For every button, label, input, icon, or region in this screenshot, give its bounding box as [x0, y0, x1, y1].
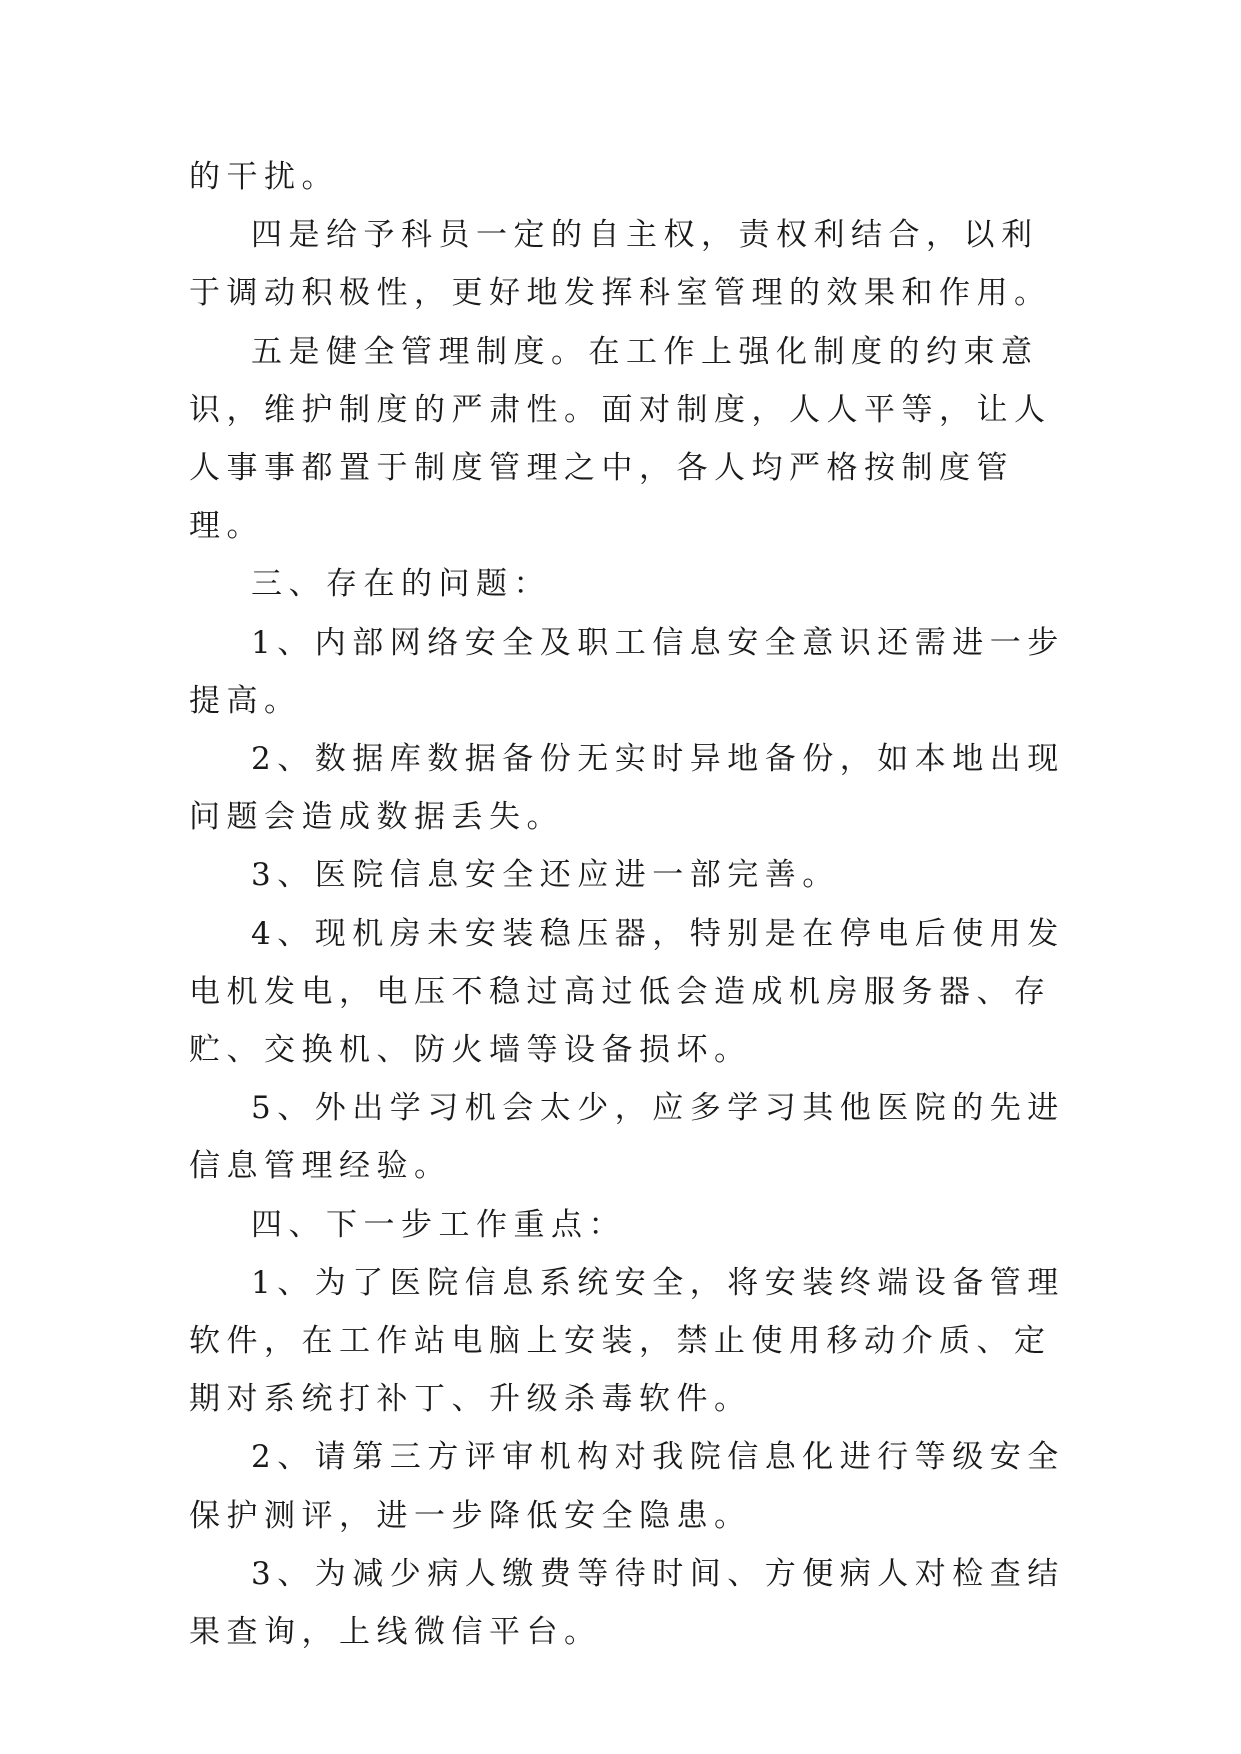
- next-step-item-1: 1、为了医院信息系统安全，将安装终端设备管理软件，在工作站电脑上安装，禁止使用移动介质、定期对系统打补丁、升级杀毒软件。: [189, 1264, 1065, 1418]
- problem-item-4: 4、现机房未安装稳压器，特别是在停电后使用发电机发电，电压不稳过高过低会造成机房服务器、存贮、交换机、防火墙等设备损坏。: [189, 915, 1065, 1069]
- problem-item-2: 2、数据库数据备份无实时异地备份，如本地出现问题会造成数据丢失。: [189, 741, 1065, 836]
- next-step-item-2: 2、请第三方评审机构对我院信息化进行等级安全保护测评，进一步降低安全隐患。: [189, 1439, 1065, 1534]
- problem-item-5: 5、外出学习机会太少，应多学习其他医院的先进信息管理经验。: [189, 1090, 1065, 1185]
- section-heading-next-steps: 四、下一步工作重点：: [251, 1206, 626, 1243]
- problem-item-1: 1、内部网络安全及职工信息安全意识还需进一步提高。: [189, 624, 1065, 719]
- document-body: [189, 148, 1069, 1661]
- section-heading-problems: 三、存在的问题：: [251, 566, 551, 603]
- paragraph-point-five: 五是健全管理制度。在工作上强化制度的约束意识，维护制度的严肃性。面对制度，人人平等，让人人事事都置于制度管理之中，各人均严格按制度管理。: [189, 333, 1052, 545]
- paragraph-continuation: 的干扰。: [189, 159, 339, 195]
- next-step-item-3: 3、为减少病人缴费等待时间、方便病人对检查结果查询，上线微信平台。: [189, 1555, 1065, 1651]
- paragraph-point-four: 四是给予科员一定的自主权，责权利结合，以利于调动积极性，更好地发挥科室管理的效果和作用。: [189, 217, 1052, 312]
- problem-item-3: 3、医院信息安全还应进一部完善。: [251, 857, 840, 894]
